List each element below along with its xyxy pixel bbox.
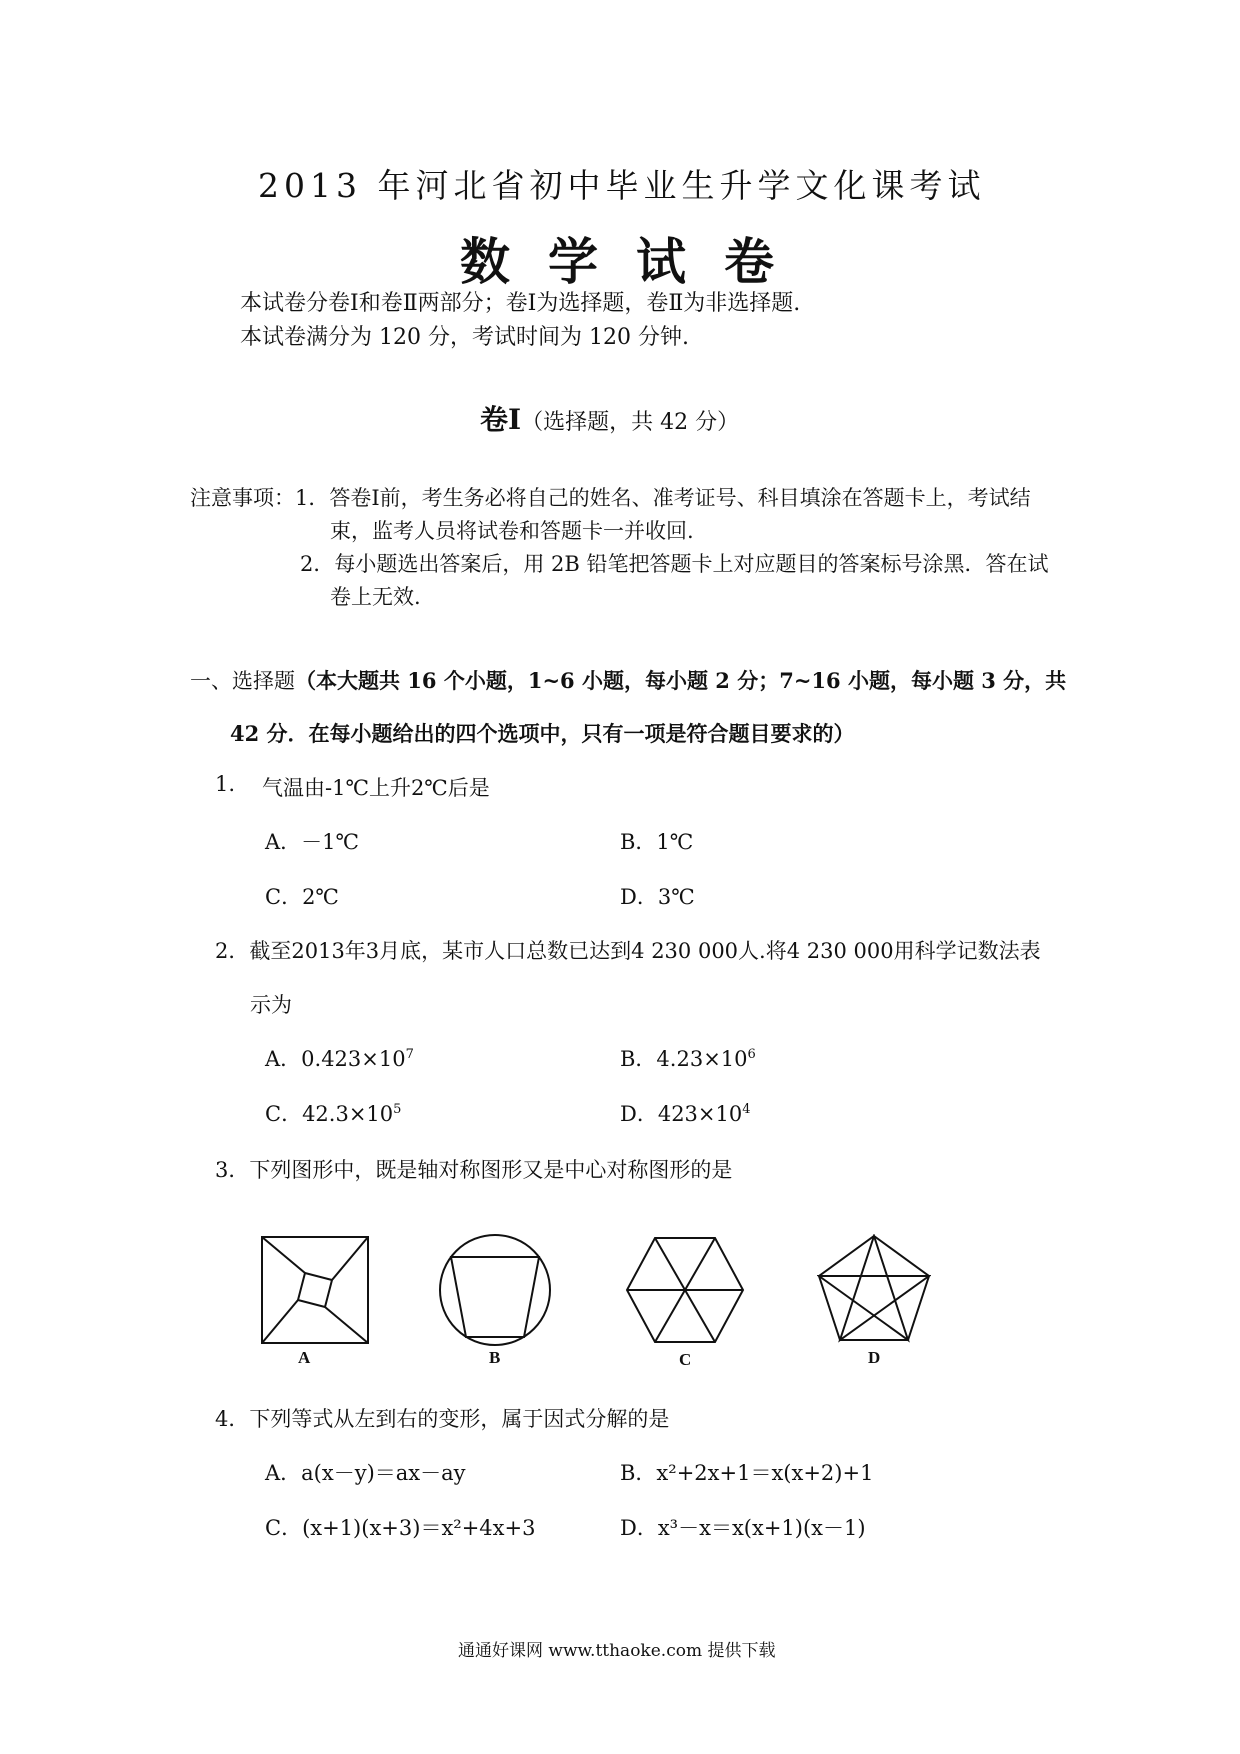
q4-text: 4．下列等式从左到右的变形，属于因式分解的是 (215, 1407, 670, 1431)
q3-label-c: C (679, 1350, 692, 1369)
notes-item1-line2: 束，监考人员将试卷和答题卡一并收回. (330, 519, 694, 543)
notes-item1-text: 1．答卷Ⅰ前，考生务必将自己的姓名、准考证号、科目填涂在答题卡上，考试结 (295, 486, 1031, 510)
q3-figure-b (438, 1233, 552, 1347)
q2-option-d: D．$423\times 10^4$ (620, 1102, 751, 1126)
section-heading (480, 398, 739, 438)
q1-text: 气温由-1℃上升2℃后是 (262, 776, 490, 800)
q3-figure-d (817, 1234, 931, 1344)
q4-option-d: D．x³－x＝x(x+1)(x－1) (620, 1516, 866, 1540)
q1-option-a: A．－1℃ (265, 830, 360, 854)
q1-option-d: D．3℃ (620, 885, 695, 909)
footer-text: 通通好课网 www.tthaoke.com 提供下载 (458, 1641, 776, 1661)
q4-option-a: A．a(x－y)＝ax－ay (265, 1461, 466, 1485)
notes-item2-line1: 2．每小题选出答案后，用 2B 铅笔把答题卡上对应题目的答案标号涂黑．答在试 (300, 552, 1049, 576)
exam-title: 数学试卷 (460, 232, 812, 291)
part1-desc-1: （本大题共 16 个小题，1~6 小题，每小题 2 分；7~16 小题，每小题 3 分，共 (295, 668, 1067, 693)
q2-text-line1: 2．截至2013年3月底，某市人口总数已达到4 230 000人.将4 230 000用科学记数法表 (215, 939, 1041, 963)
section-name: 卷Ⅰ (480, 403, 522, 436)
q3-text: 3．下列图形中，既是轴对称图形又是中心对称图形的是 (215, 1158, 733, 1182)
q1-option-c: C．2℃ (265, 885, 339, 909)
q1-option-b: B．1℃ (620, 830, 694, 854)
q3-label-a: A (298, 1348, 311, 1367)
q2-text-line2: 示为 (250, 993, 292, 1017)
q3-label-d: D (868, 1348, 881, 1367)
q2-option-b: B．$4.23\times 10^6$ (620, 1047, 756, 1071)
notes-item2-line2: 卷上无效. (330, 585, 421, 609)
q1-number: 1. (215, 772, 236, 796)
q2-option-a: A．$0.423\times 10^7$ (265, 1047, 414, 1071)
q4-option-c: C．(x+1)(x+3)＝x²+4x+3 (265, 1516, 536, 1540)
q3-figure-a (260, 1235, 370, 1345)
q4-option-b: B．x²+2x+1＝x(x+2)+1 (620, 1461, 874, 1485)
q2-option-c: C．$42.3\times 10^5$ (265, 1102, 402, 1126)
intro-line-2: 本试卷满分为 120 分，考试时间为 120 分钟. (240, 325, 689, 350)
q3-label-b: B (489, 1348, 501, 1367)
section-desc: （选择题，共 42 分） (521, 410, 740, 435)
intro-line-1: 本试卷分卷Ⅰ和卷Ⅱ两部分；卷Ⅰ为选择题，卷Ⅱ为非选择题. (240, 291, 801, 316)
notes-label: 注意事项： (190, 486, 295, 510)
part1-heading-line1 (190, 665, 1066, 695)
part1-heading: 一、选择题 (190, 669, 295, 693)
q3-figure-c (625, 1236, 745, 1344)
part1-desc-2: 42 分．在每小题给出的四个选项中，只有一项是符合题目要求的） (230, 721, 855, 746)
notes-item1-line1 (190, 482, 1031, 512)
exam-subtitle: 2013 年河北省初中毕业生升学文化课考试 (258, 166, 986, 205)
